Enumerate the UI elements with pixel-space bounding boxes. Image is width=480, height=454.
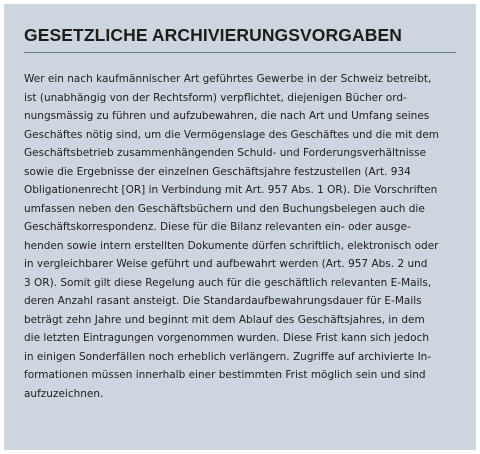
text-line: in einigen Sonderfällen noch erheblich verlängern. Zugriffe auf archivierte In- <box>24 350 432 363</box>
title-divider <box>24 52 456 53</box>
text-line: in vergleichbarer Weise geführt und aufbewahrt werden (Art. 957 Abs. 2 und <box>24 258 428 270</box>
text-line: Geschäftes nötig sind, um die Vermögenslage des Geschäftes und die mit dem <box>24 128 440 141</box>
info-box <box>4 4 476 450</box>
text-line: Geschäftskorrespondenz. Diese für die Bilanz relevanten ein- oder ausge- <box>24 221 411 233</box>
text-line: ist (unabhängig von der Rechtsform) verpflichtet, diejenigen Bücher ord- <box>24 91 407 104</box>
text-line: Geschäftsbetrieb zusammenhängenden Schuld- und Forderungsverhältnisse <box>24 147 427 159</box>
text-line: formationen müssen innerhalb einer bestimmten Frist möglich sein und sind <box>24 369 426 381</box>
text-line: umfassen neben den Geschäftsbüchern und den Buchungsbelegen auch die <box>24 202 425 215</box>
text-line: 3 OR). Somit gilt diese Regelung auch für die geschäftlich relevanten E-Mails, <box>24 276 432 289</box>
text-line: deren Anzahl rasant ansteigt. Die Standardaufbewahrungsdauer für E-Mails <box>24 295 422 307</box>
text-line: beträgt zehn Jahre und beginnt mit dem Ablauf des Geschäftsjahres, in dem <box>24 313 425 326</box>
text-line: nungsmässig zu führen und aufzubewahren, die nach Art und Umfang seines <box>24 110 430 122</box>
text-line: henden sowie intern erstellten Dokumente dürfen schriftlich, elektronisch oder <box>24 239 439 252</box>
box-title: GESETZLICHE ARCHIVIERUNGSVORGABEN <box>24 25 402 45</box>
text-line: die letzten Eintragungen vorgenommen wurden. Diese Frist kann sich jedoch <box>24 332 430 344</box>
text-line: sowie die Ergebnisse der einzelnen Geschäftsjahre festzustellen (Art. 934 <box>24 165 411 178</box>
text-line: Wer ein nach kaufmännischer Art geführtes Gewerbe in der Schweiz betreibt, <box>24 73 432 85</box>
text-line: Obligationenrecht [OR] in Verbindung mit Art. 957 Abs. 1 OR). Die Vorschriften <box>24 184 438 196</box>
body-paragraph <box>24 70 439 403</box>
text-line: aufzuzeichnen. <box>24 387 104 400</box>
